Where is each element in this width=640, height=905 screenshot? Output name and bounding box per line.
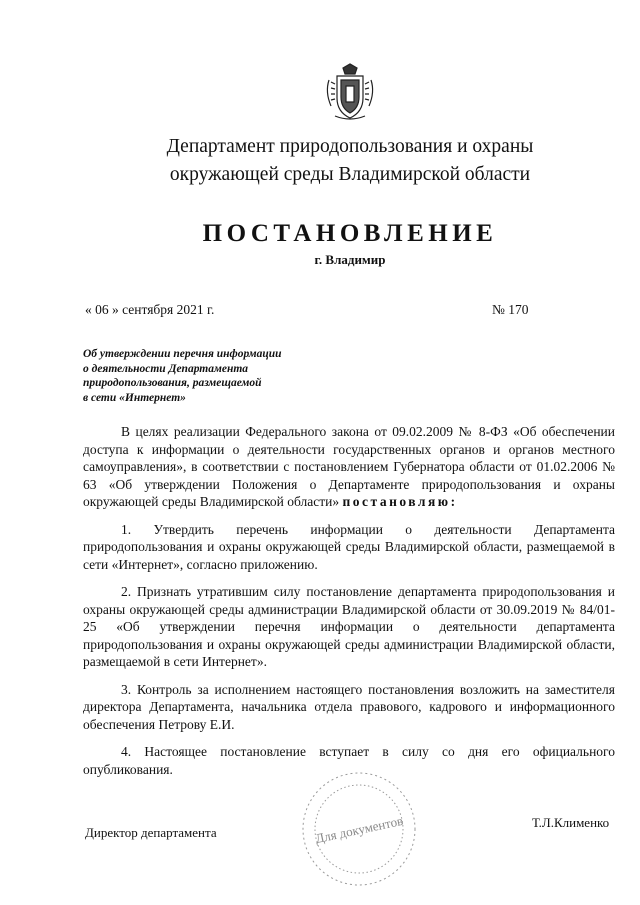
item-3-paragraph: 3. Контроль за исполнением настоящего постановления возложить на заместителя директора Департамента, начальника отдела правового, кадрового и информационного обеспечения Петрову Е.И.: [83, 681, 615, 732]
document-number: № 170: [492, 302, 529, 317]
item-4-paragraph: 4. Настоящее постановление вступает в силу со дня его официального опубликования.: [83, 744, 615, 777]
official-stamp: [300, 770, 418, 888]
department-name-line2: окружающей среды Владимирской области: [169, 164, 531, 185]
document-body: [83, 423, 615, 778]
document-type-title: ПОСТАНОВЛЕНИЕ: [202, 220, 498, 247]
stamp-text: Для документов: [313, 812, 405, 847]
department-name-line1: Департамент природопользования и охраны: [166, 136, 534, 157]
item-1-paragraph: 1. Утвердить перечень информации о деятельности Департамента природопользования и охраны окружающей среды Владимирской области, размещаемой в сети «Интернет», согласно приложению.: [83, 521, 615, 572]
resolve-word: постановляю:: [342, 494, 458, 509]
subject-line4: в сети «Интернет»: [83, 391, 186, 404]
subject-line3: природопользования, размещаемой: [83, 377, 262, 389]
signer-title: Директор департамента: [85, 825, 217, 840]
preamble-text: В целях реализации Федерального закона от 09.02.2009 № 8-ФЗ «Об обеспечении доступа к информации о деятельности государственных органов и органов местного самоуправления», в соответствии с постановлением Губернатора области от 01.02.2006 № 63 «Об утверждении Положения о Департаменте природопользования и охраны окружающей среды Владимирской области»: [83, 424, 615, 509]
subject-line2: о деятельности Департамента: [83, 362, 249, 375]
document-subject: [83, 347, 323, 405]
document-date: « 06 » сентября 2021 г.: [85, 302, 215, 317]
department-name: [0, 133, 640, 189]
subject-line1: Об утверждении перечня информации: [83, 348, 282, 360]
coat-of-arms-icon: [323, 62, 377, 122]
signer-name: Т.Л.Клименко: [532, 815, 610, 830]
city-label: г. Владимир: [314, 252, 386, 267]
item-2-paragraph: 2. Признать утратившим силу постановление департамента природопользования и охраны окружающей среды администрации Владимирской области от 30.09.2019 № 84/01-25 «Об утверждении перечня информации о деятельности департамента природопользования и охраны окружающей среды администрации Владимирской области, размещаемой в сети Интернет».: [83, 584, 615, 669]
preamble-paragraph: [83, 423, 615, 511]
